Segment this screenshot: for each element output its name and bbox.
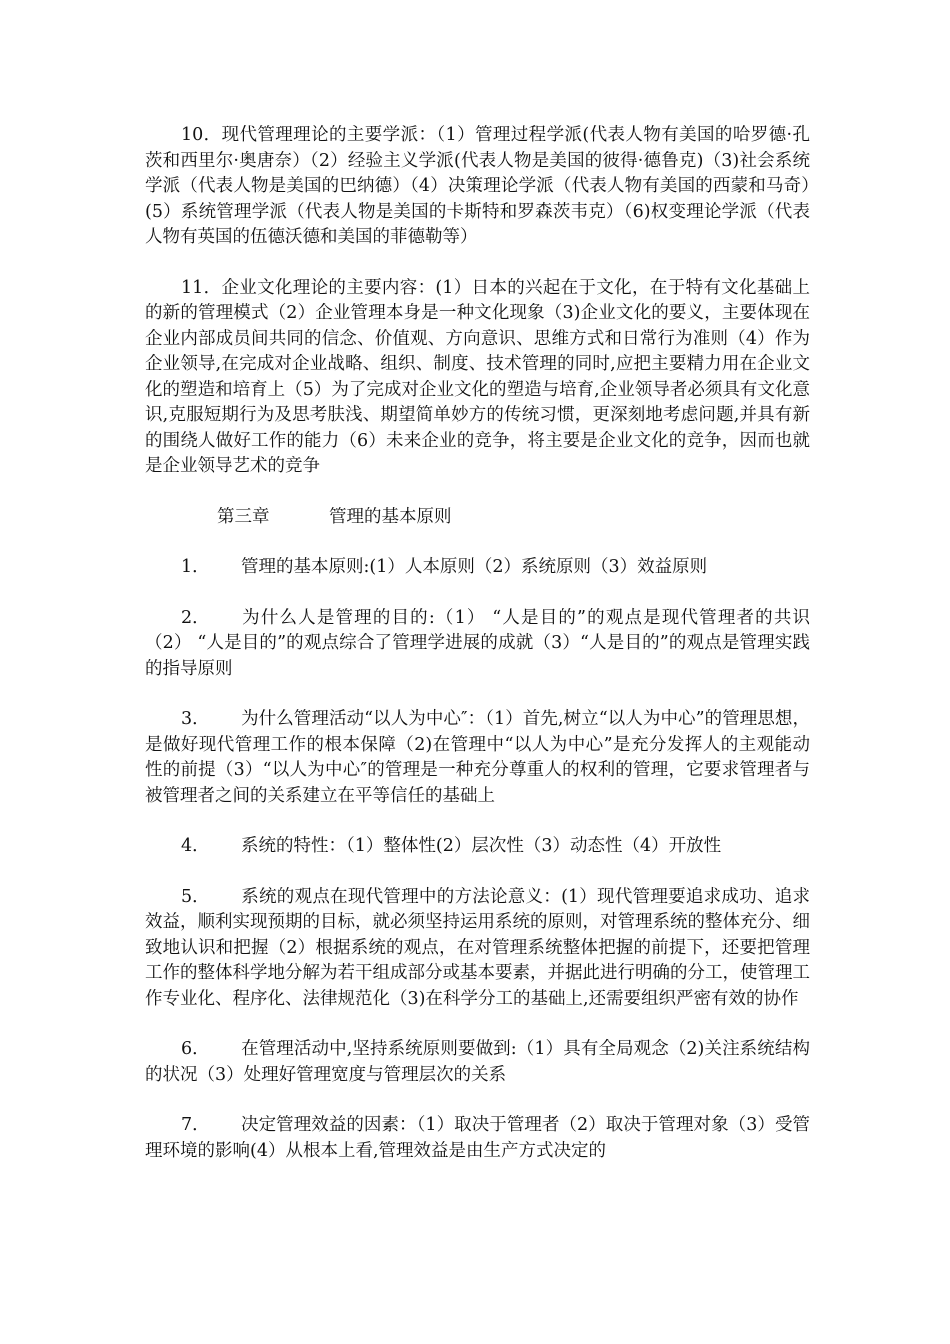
paragraph-text: 企业文化理论的主要内容：(1）日本的兴起在于文化，在于特有文化基础上的新的管理模式（2）企业管理本身是一种文化现象（3)企业文化的要义，主要体现在企业内部成员间共同的信念、价值观、方向意识、思维方式和日常行为准则（4）作为企业领导,在完成对企业战略、组织、制度、技术管理的同时,应把主要精力用在企业文化的塑造和培育上（5）为了完成对企业文化的塑造与培育,企业领导者必须具有文化意识,克服短期行为及思考肤浅、期望简单妙方的传统习惯，更深刻地考虑问题,并具有新的围绕人做好工作的能力（6）未来企业的竞争，将主要是企业文化的竞争，因而也就是企业领导艺术的竞争 (145, 277, 810, 476)
paragraph-number: 2． (181, 607, 210, 628)
paragraph-text: 为什么管理活动“以人为中心″：（1）首先,树立“以人为中心”的管理思想，是做好现代管理工作的根本保障（2)在管理中“以人为中心”是充分发挥人的主观能动性的前提（3）“以人为中心″的管理是一种充分尊重人的权利的管理，它要求管理者与被管理者之间的关系建立在平等信任的基础上 (145, 709, 810, 806)
paragraph-3 (145, 707, 810, 809)
paragraph-text: 现代管理理论的主要学派：（1）管理过程学派(代表人物有美国的哈罗德·孔茨和西里尔·奥唐奈）（2）经验主义学派(代表人物是美国的彼得·德鲁克)（3)社会系统学派（代表人物是美国的巴纳德）（4）决策理论学派（代表人物有美国的西蒙和马奇）(5）系统管理学派（代表人物是美国的卡斯特和罗森茨韦克）（6)权变理论学派（代表人物有英国的伍德沃德和美国的菲德勒等） (145, 125, 810, 247)
paragraph-number: 6． (181, 1039, 210, 1059)
paragraph-number: 11． (181, 277, 222, 298)
paragraph-text: 在管理活动中,坚持系统原则要做到:（1）具有全局观念（2)关注系统结构的状况（3）处理好管理宽度与管理层次的关系 (145, 1039, 810, 1085)
chapter-heading (145, 505, 810, 531)
paragraph-text: 决定管理效益的因素：（1）取决于管理者（2）取决于管理对象（3）受管理环境的影响(4）从根本上看,管理效益是由生产方式决定的 (145, 1115, 810, 1161)
paragraph-text: 系统的特性：（1）整体性(2）层次性（3）动态性（4）开放性 (241, 836, 722, 856)
paragraph-number: 3． (181, 709, 210, 729)
document-page (145, 123, 810, 1189)
paragraph-number: 10． (181, 125, 222, 145)
paragraph-5 (145, 885, 810, 1013)
paragraph-11 (145, 276, 810, 480)
paragraph-number: 4． (181, 836, 210, 856)
paragraph-number: 1． (181, 557, 210, 577)
paragraph-4 (145, 834, 810, 860)
paragraph-2 (145, 606, 810, 683)
paragraph-10 (145, 123, 810, 251)
chapter-label: 第三章 (217, 506, 270, 527)
chapter-title: 管理的基本原则 (329, 506, 452, 527)
paragraph-text: 为什么人是管理的目的:（1） “人是目的”的观点是现代管理者的共识（2） “人是目的”的观点综合了管理学进展的成就（3）“人是目的”的观点是管理实践的指导原则 (145, 607, 810, 679)
paragraph-text: 管理的基本原则:(1）人本原则（2）系统原则（3）效益原则 (241, 557, 708, 577)
paragraph-text: 系统的观点在现代管理中的方法论意义：(1）现代管理要追求成功、追求效益，顺利实现预期的目标，就必须坚持运用系统的原则，对管理系统的整体充分、细致地认识和把握（2）根据系统的观点，在对管理系统整体把握的前提下，还要把管理工作的整体科学地分解为若干组成部分或基本要素，并据此进行明确的分工，使管理工作专业化、程序化、法律规范化（3)在科学分工的基础上,还需要组织严密有效的协作 (145, 886, 810, 1009)
paragraph-number: 7． (181, 1115, 210, 1135)
paragraph-7 (145, 1113, 810, 1164)
paragraph-number: 5． (181, 886, 210, 907)
paragraph-1 (145, 555, 810, 581)
paragraph-6 (145, 1037, 810, 1088)
